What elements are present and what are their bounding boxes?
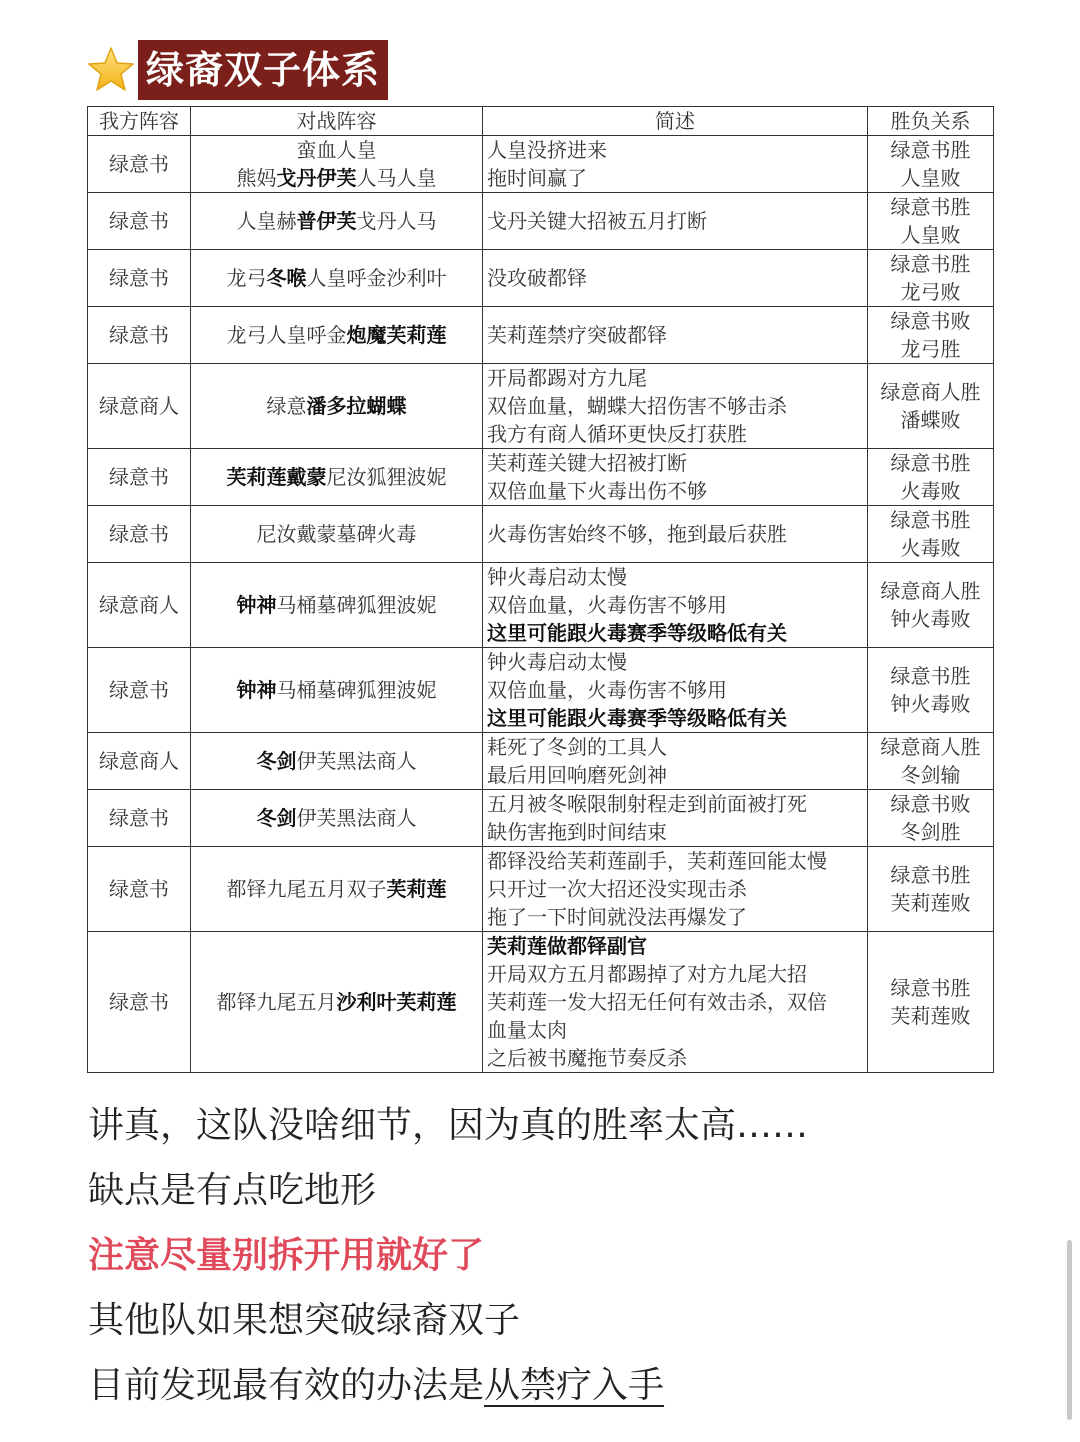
cell-opponent-lineup <box>191 733 483 790</box>
result-line: 钟火毒败 <box>890 607 971 631</box>
cell-our-lineup: 绿意书 <box>88 790 191 847</box>
opponent-segment: 戈丹伊芙 <box>276 166 357 190</box>
opponent-segment: 潘多拉蝴蝶 <box>306 394 407 418</box>
cell-opponent-lineup <box>191 307 483 364</box>
table-row <box>88 563 994 648</box>
cell-our-lineup: 绿意商人 <box>88 364 191 449</box>
opponent-segment: 都铎九尾五月 <box>216 990 337 1014</box>
result-line: 龙弓败 <box>900 280 961 304</box>
opponent-line <box>195 164 478 192</box>
summary-line: 芙莉莲关键大招被打断 <box>487 451 687 475</box>
result-line: 钟火毒败 <box>890 692 971 716</box>
cell-opponent-lineup <box>191 364 483 449</box>
match-record-table <box>87 106 994 1073</box>
opponent-segment: 蛮血人皇 <box>296 138 377 162</box>
result-line: 芙莉莲败 <box>890 891 971 915</box>
table-row <box>88 449 994 506</box>
cell-our-lineup: 绿意书 <box>88 648 191 733</box>
summary-line: 火毒伤害始终不够，拖到最后获胜 <box>487 522 787 546</box>
result-line: 潘蝶败 <box>900 408 961 432</box>
cell-our-lineup: 绿意书 <box>88 250 191 307</box>
paragraph-5 <box>88 1364 664 1408</box>
summary-line: 缺伤害拖到时间结束 <box>487 820 667 844</box>
summary-line: 最后用回响磨死剑神 <box>487 763 667 787</box>
opponent-segment: 芙莉莲 <box>386 877 447 901</box>
result-line: 绿意商人胜 <box>880 380 981 404</box>
summary-line: 钟火毒启动太慢 <box>487 650 627 674</box>
result-line: 人皇败 <box>900 166 961 190</box>
result-line: 人皇败 <box>900 223 961 247</box>
cell-result <box>868 648 994 733</box>
header-result: 胜负关系 <box>868 107 994 136</box>
table-row <box>88 847 994 932</box>
cell-our-lineup: 绿意书 <box>88 932 191 1073</box>
summary-line: 血量太肉 <box>487 1018 567 1042</box>
cell-result <box>868 932 994 1073</box>
cell-summary <box>483 563 868 648</box>
cell-summary <box>483 733 868 790</box>
summary-line: 没攻破都铎 <box>487 266 587 290</box>
cell-our-lineup: 绿意书 <box>88 847 191 932</box>
result-line: 绿意书胜 <box>890 451 971 475</box>
table-row <box>88 648 994 733</box>
paragraph-5-prefix: 目前发现最有效的办法是 <box>88 1365 485 1406</box>
table-row <box>88 136 994 193</box>
opponent-line <box>195 463 478 491</box>
result-line: 绿意书胜 <box>890 195 971 219</box>
header-summary: 简述 <box>483 107 868 136</box>
header-opponent-lineup: 对战阵容 <box>191 107 483 136</box>
result-line: 绿意书胜 <box>890 976 971 1000</box>
cell-summary <box>483 193 868 250</box>
opponent-segment: 人马人皇 <box>356 166 437 190</box>
summary-line: 这里可能跟火毒赛季等级略低有关 <box>487 621 787 645</box>
cell-our-lineup: 绿意书 <box>88 193 191 250</box>
result-line: 冬剑输 <box>900 763 961 787</box>
cell-opponent-lineup <box>191 563 483 648</box>
table-row <box>88 364 994 449</box>
summary-line: 开局都踢对方九尾 <box>487 366 647 390</box>
cell-opponent-lineup <box>191 250 483 307</box>
cell-summary <box>483 250 868 307</box>
result-line: 芙莉莲败 <box>890 1004 971 1028</box>
opponent-segment: 人皇呼金沙利叶 <box>306 266 447 290</box>
opponent-segment: 绿意 <box>266 394 307 418</box>
page-title: 绿裔双子体系 <box>138 40 388 100</box>
cell-opponent-lineup <box>191 193 483 250</box>
opponent-line <box>195 988 478 1016</box>
summary-line: 芙莉莲禁疗突破都铎 <box>487 323 667 347</box>
summary-line: 双倍血量，火毒伤害不够用 <box>487 678 727 702</box>
cell-result <box>868 250 994 307</box>
table-row <box>88 307 994 364</box>
cell-our-lineup: 绿意书 <box>88 307 191 364</box>
summary-line: 五月被冬喉限制射程走到前面被打死 <box>487 792 807 816</box>
opponent-line <box>195 676 478 704</box>
cell-opponent-lineup <box>191 847 483 932</box>
opponent-segment: 龙弓 <box>226 266 267 290</box>
result-line: 绿意商人胜 <box>880 579 981 603</box>
cell-our-lineup: 绿意商人 <box>88 733 191 790</box>
table-row <box>88 506 994 563</box>
star-icon <box>86 45 136 95</box>
opponent-line <box>195 264 478 292</box>
summary-line: 开局双方五月都踢掉了对方九尾大招 <box>487 962 807 986</box>
table-row <box>88 790 994 847</box>
scrollbar[interactable] <box>1067 1240 1072 1420</box>
opponent-segment: 马桶墓碑狐狸波妮 <box>276 678 437 702</box>
result-line: 火毒败 <box>900 479 961 503</box>
opponent-segment: 熊妈 <box>236 166 277 190</box>
opponent-segment: 普伊芙 <box>296 209 357 233</box>
opponent-segment: 戈丹人马 <box>356 209 437 233</box>
opponent-line <box>195 136 478 164</box>
opponent-segment: 冬剑 <box>256 749 297 773</box>
opponent-segment: 沙利叶芙莉莲 <box>336 990 457 1014</box>
summary-line: 钟火毒启动太慢 <box>487 565 627 589</box>
opponent-segment: 钟神 <box>236 593 277 617</box>
summary-line: 只开过一次大招还没实现击杀 <box>487 877 747 901</box>
cell-opponent-lineup <box>191 506 483 563</box>
result-line: 绿意书败 <box>890 792 971 816</box>
summary-line: 人皇没挤进来 <box>487 138 607 162</box>
summary-line: 芙莉莲做都铎副官 <box>487 934 647 958</box>
cell-summary <box>483 307 868 364</box>
cell-summary <box>483 847 868 932</box>
cell-summary <box>483 790 868 847</box>
summary-line: 之后被书魔拖节奏反杀 <box>487 1046 687 1070</box>
opponent-segment: 人皇赫 <box>236 209 297 233</box>
opponent-segment: 炮魔芙莉莲 <box>346 323 447 347</box>
summary-line: 拖时间赢了 <box>487 166 587 190</box>
opponent-line <box>195 207 478 235</box>
cell-our-lineup: 绿意商人 <box>88 563 191 648</box>
paragraph-3-highlight: 注意尽量别拆开用就好了 <box>88 1235 485 1276</box>
cell-result <box>868 790 994 847</box>
opponent-segment: 芙莉莲戴蒙 <box>226 465 327 489</box>
result-line: 绿意商人胜 <box>880 735 981 759</box>
cell-summary <box>483 449 868 506</box>
cell-our-lineup: 绿意书 <box>88 506 191 563</box>
summary-line: 双倍血量，火毒伤害不够用 <box>487 593 727 617</box>
cell-opponent-lineup <box>191 790 483 847</box>
cell-our-lineup: 绿意书 <box>88 449 191 506</box>
summary-line: 都铎没给芙莉莲副手，芙莉莲回能太慢 <box>487 849 827 873</box>
table-header-row <box>88 107 994 136</box>
opponent-line <box>195 804 478 832</box>
opponent-line <box>195 520 478 548</box>
summary-line: 芙莉莲一发大招无任何有效击杀，双倍 <box>487 990 827 1014</box>
cell-result <box>868 506 994 563</box>
cell-opponent-lineup <box>191 648 483 733</box>
opponent-segment: 都铎九尾五月双子 <box>226 877 387 901</box>
table-row <box>88 932 994 1073</box>
table-row <box>88 193 994 250</box>
opponent-segment: 冬剑 <box>256 806 297 830</box>
result-line: 冬剑胜 <box>900 820 961 844</box>
opponent-segment: 尼汝狐狸波妮 <box>326 465 447 489</box>
opponent-line <box>195 392 478 420</box>
result-line: 绿意书胜 <box>890 252 971 276</box>
cell-result <box>868 136 994 193</box>
cell-summary <box>483 932 868 1073</box>
cell-summary <box>483 136 868 193</box>
result-line: 绿意书胜 <box>890 508 971 532</box>
page-header <box>86 40 388 100</box>
paragraph-2: 缺点是有点吃地形 <box>88 1170 377 1211</box>
opponent-line <box>195 747 478 775</box>
table-row <box>88 250 994 307</box>
summary-line: 双倍血量下火毒出伤不够 <box>487 479 707 503</box>
opponent-segment: 伊芙黑法商人 <box>296 749 417 773</box>
opponent-segment: 冬喉 <box>266 266 307 290</box>
opponent-line <box>195 875 478 903</box>
cell-result <box>868 307 994 364</box>
cell-result <box>868 193 994 250</box>
opponent-segment: 伊芙黑法商人 <box>296 806 417 830</box>
paragraph-1: 讲真，这队没啥细节，因为真的胜率太高…… <box>88 1105 809 1146</box>
summary-line: 耗死了冬剑的工具人 <box>487 735 667 759</box>
table-row <box>88 733 994 790</box>
paragraph-5-emphasis: 从禁疗入手 <box>484 1365 665 1406</box>
opponent-segment: 龙弓人皇呼金 <box>226 323 347 347</box>
result-line: 绿意书胜 <box>890 664 971 688</box>
result-line: 绿意书败 <box>890 309 971 333</box>
result-line: 绿意书胜 <box>890 138 971 162</box>
cell-result <box>868 449 994 506</box>
opponent-line <box>195 591 478 619</box>
cell-opponent-lineup <box>191 136 483 193</box>
cell-result <box>868 733 994 790</box>
result-line: 龙弓胜 <box>900 337 961 361</box>
summary-line: 双倍血量，蝴蝶大招伤害不够击杀 <box>487 394 787 418</box>
cell-result <box>868 847 994 932</box>
opponent-line <box>195 321 478 349</box>
cell-opponent-lineup <box>191 449 483 506</box>
cell-result <box>868 563 994 648</box>
opponent-segment: 尼汝戴蒙墓碑火毒 <box>256 522 417 546</box>
opponent-segment: 马桶墓碑狐狸波妮 <box>276 593 437 617</box>
cell-result <box>868 364 994 449</box>
cell-summary <box>483 506 868 563</box>
cell-our-lineup: 绿意书 <box>88 136 191 193</box>
summary-line: 这里可能跟火毒赛季等级略低有关 <box>487 706 787 730</box>
summary-line: 我方有商人循环更快反打获胜 <box>487 422 747 446</box>
header-our-lineup: 我方阵容 <box>88 107 191 136</box>
paragraph-4: 其他队如果想突破绿裔双子 <box>88 1300 521 1341</box>
cell-opponent-lineup <box>191 932 483 1073</box>
result-line: 绿意书胜 <box>890 863 971 887</box>
opponent-segment: 钟神 <box>236 678 277 702</box>
summary-line: 拖了一下时间就没法再爆发了 <box>487 905 747 929</box>
table-body <box>88 136 994 1073</box>
cell-summary <box>483 648 868 733</box>
summary-line: 戈丹关键大招被五月打断 <box>487 209 707 233</box>
result-line: 火毒败 <box>900 536 961 560</box>
cell-summary <box>483 364 868 449</box>
